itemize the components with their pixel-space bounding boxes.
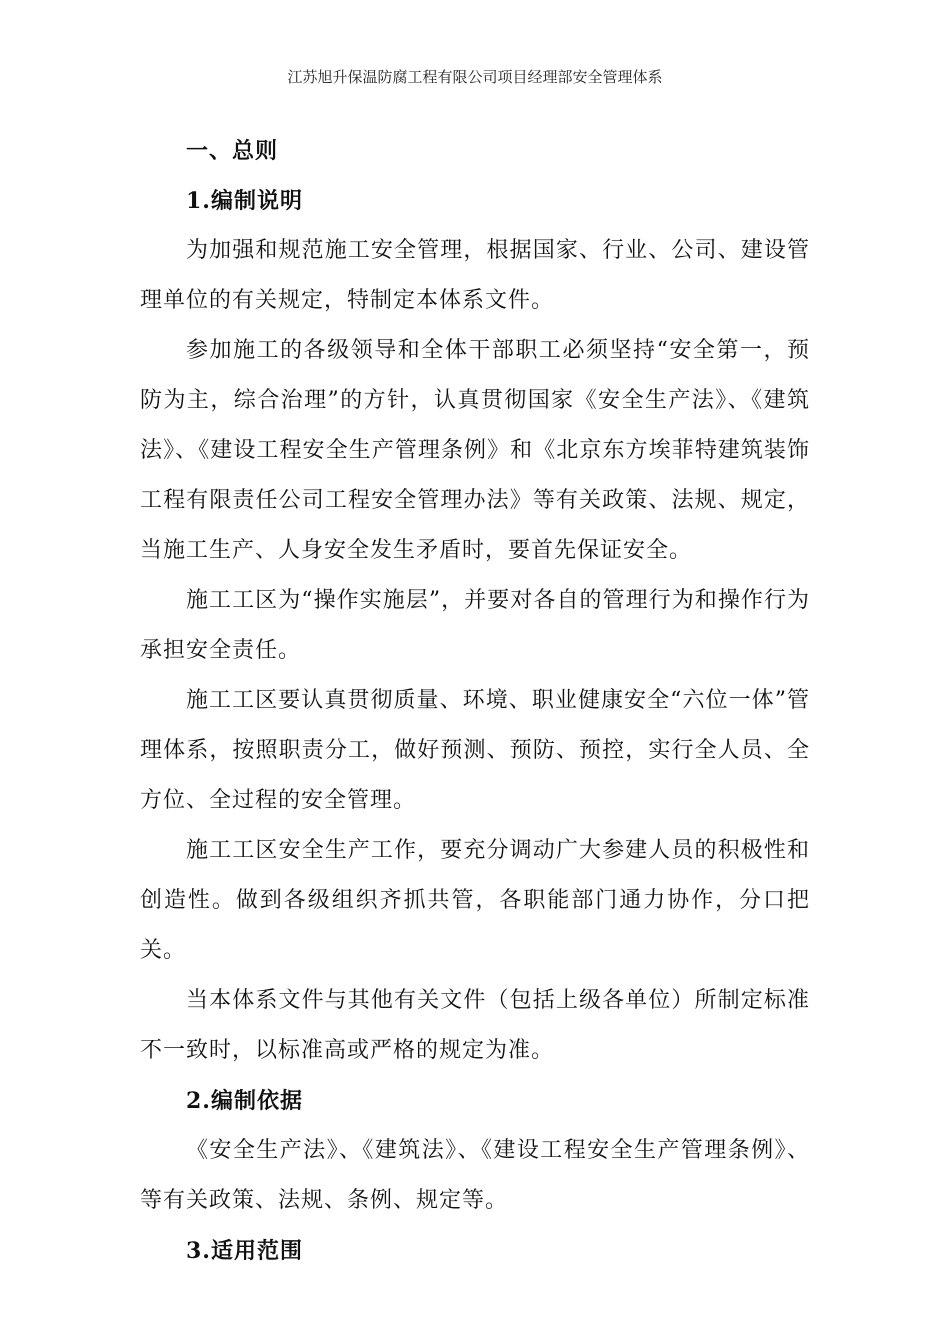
document-body	[140, 126, 810, 1276]
page-header: 江苏旭升保温防腐工程有限公司项目经理部安全管理体系	[287, 68, 663, 86]
paragraph: 《安全生产法》、《建筑法》、《建设工程安全生产管理条例》、等有关政策、法规、条例、规定等。	[140, 1138, 810, 1213]
subsection-title-3: 3.适用范围	[186, 1238, 303, 1264]
paragraph: 为加强和规范施工安全管理，根据国家、行业、公司、建设管理单位的有关规定，特制定本体系文件。	[140, 238, 810, 313]
paragraph: 参加施工的各级领导和全体干部职工必须坚持“安全第一，预防为主，综合治理”的方针，认真贯彻国家《安全生产法》、《建筑法》、《建设工程安全生产管理条例》和《北京东方埃菲特建筑装饰工程有限责任公司工程安全管理办法》等有关政策、法规、规定，当施工生产、人身安全发生矛盾时，要首先保证安全。	[140, 338, 810, 563]
paragraph: 当本体系文件与其他有关文件（包括上级各单位）所制定标准不一致时，以标准高或严格的规定为准。	[140, 988, 810, 1063]
subsection-title-1: 1.编制说明	[186, 188, 303, 214]
paragraph: 施工工区为“操作实施层”，并要对各自的管理行为和操作行为承担安全责任。	[140, 588, 810, 663]
subsection-title-2: 2.编制依据	[186, 1088, 303, 1114]
paragraph: 施工工区安全生产工作，要充分调动广大参建人员的积极性和创造性。做到各级组织齐抓共管，各职能部门通力协作，分口把关。	[140, 838, 810, 963]
paragraph: 施工工区要认真贯彻质量、环境、职业健康安全“六位一体”管理体系，按照职责分工，做好预测、预防、预控，实行全人员、全方位、全过程的安全管理。	[140, 688, 810, 813]
section-title: 一、总则	[186, 138, 279, 164]
